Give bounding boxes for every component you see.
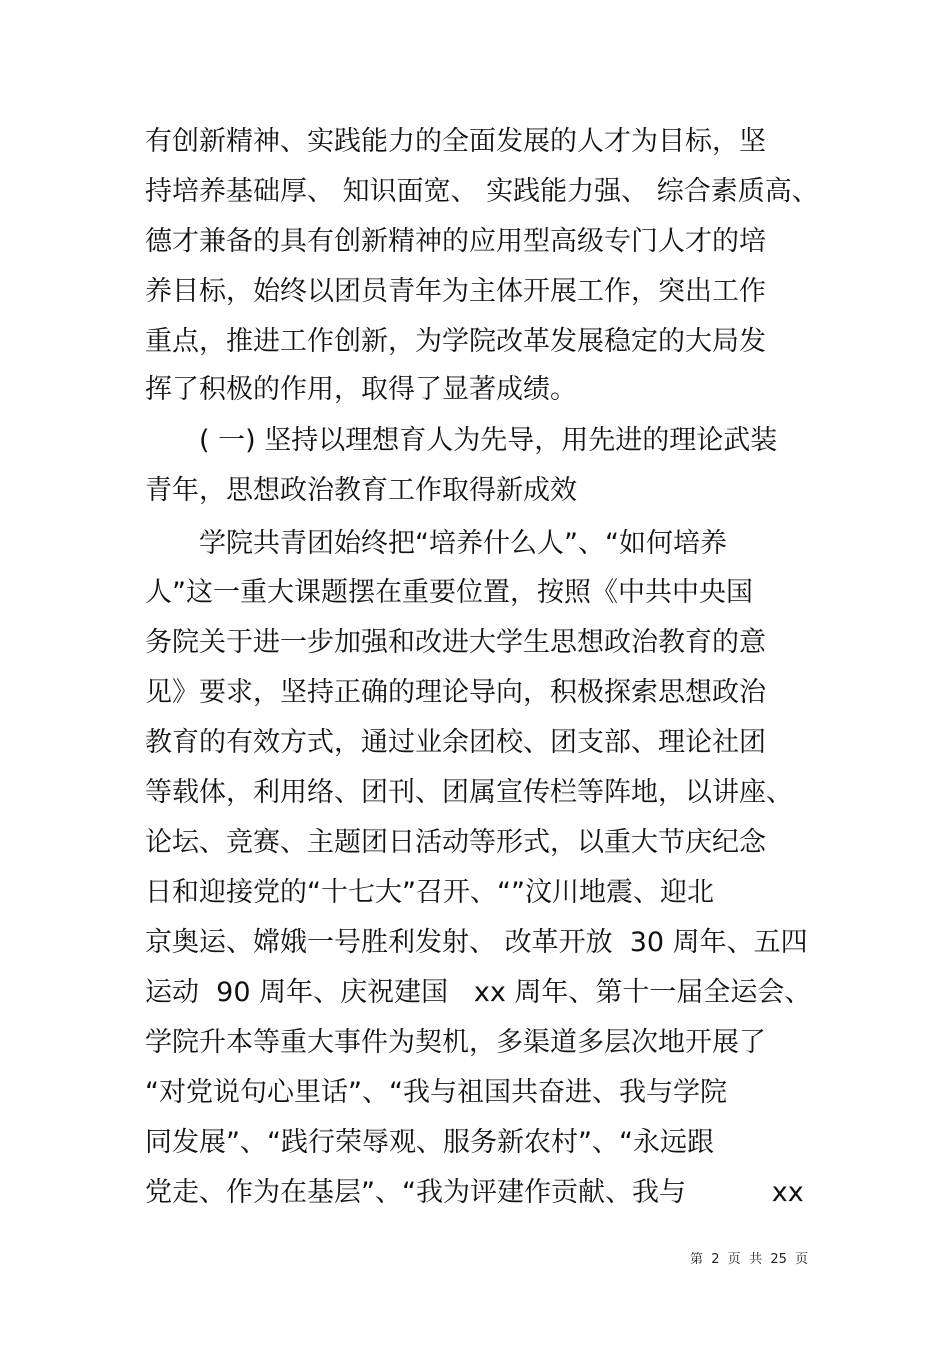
text-line: 人”这一重大课题摆在重要位置，按照《中共中央国 [145, 577, 753, 608]
text-line: 务院关于进一步加强和改进大学生思想政治教育的意 [145, 627, 766, 658]
text-line: 养目标，始终以团员青年为主体开展工作，突出工作 [145, 276, 766, 307]
text-line: 持培养基础厚、 知识面宽、 实践能力强、 综合素质高、 [145, 176, 819, 207]
text-line: 重点，推进工作创新，为学院改革发展稳定的大局发 [145, 326, 766, 357]
text-line: 运动 90 周年、庆祝建国 xx 周年、第十一届全运会、 [145, 977, 812, 1008]
section-heading-line: ( 一) 坚持以理想育人为先导，用先进的理论武装 [199, 425, 778, 456]
text-line: 德才兼备的具有创新精神的应用型高级专门人才的培 [145, 226, 766, 257]
text-line: 见》要求，坚持正确的理论导向，积极探索思想政治 [145, 677, 766, 708]
text-line: 等载体，利用络、团刊、团属宣传栏等阵地，以讲座、 [145, 777, 793, 808]
text-line: 有创新精神、实践能力的全面发展的人才为目标，坚 [145, 126, 766, 157]
text-line: 日和迎接党的“十七大”召开、“”汶川地震、迎北 [145, 877, 714, 908]
text-line: 挥了积极的作用，取得了显著成绩。 [145, 374, 577, 405]
section-heading-line: 青年，思想政治教育工作取得新成效 [145, 475, 577, 506]
text-line: 京奥运、嫦娥一号胜利发射、 改革开放 30 周年、五四 [145, 927, 808, 958]
text-line: 教育的有效方式，通过业余团校、团支部、理论社团 [145, 727, 766, 758]
text-line: 同发展”、“践行荣辱观、服务新农村”、“永远跟 [145, 1127, 714, 1158]
text-line: 论坛、竞赛、主题团日活动等形式，以重大节庆纪念 [145, 827, 766, 858]
text-line: 学院共青团始终把“培养什么人”、“如何培养 [199, 528, 727, 559]
text-line: 党走、作为在基层”、“我为评建作贡献、我与 xx [145, 1177, 804, 1208]
page-number-footer: 第 2 页 共 25 页 [690, 1252, 809, 1267]
text-line: 学院升本等重大事件为契机，多渠道多层次地开展了 [145, 1027, 766, 1058]
text-line: “对党说句心里话”、“我与祖国共奋进、我与学院 [145, 1077, 727, 1108]
